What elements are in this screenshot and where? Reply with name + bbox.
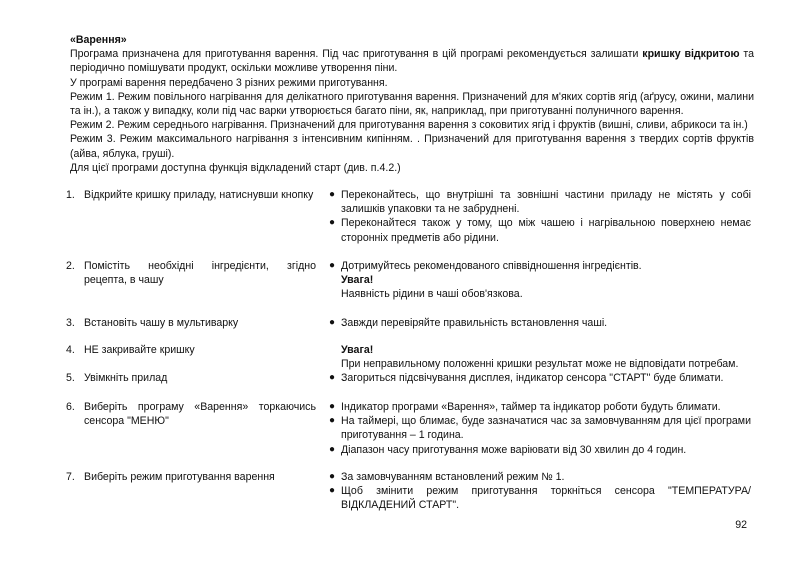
step-text: Виберіть програму «Варення» торкаючись сенсора "МЕНЮ" [84,401,316,428]
notes-step-3 [329,316,751,330]
step-number: 5. [66,372,75,384]
note-item [329,316,751,330]
note-text: Дотримуйтесь рекомендованого співвідношення інгредієнтів. [341,260,642,272]
notes-step-4 [329,343,751,371]
note-item [329,484,751,512]
bullet-icon: ● [329,485,336,497]
mode-3-text: Режим 3. Режим максимального нагрівання з інтенсивним кипінням. . Призначений для приготування варення з твердих сортів фруктів (айва, яблука, груші). [70,133,754,160]
bullet-icon: ● [329,260,336,271]
note-item [329,188,751,216]
step-number: 1. [66,189,75,201]
notes-step-1 [329,188,751,245]
warning-block [329,343,751,371]
notes-step-7 [329,470,751,513]
note-item [329,470,751,484]
step-number: 2. [66,260,75,272]
step-number: 6. [66,401,75,413]
warning-title: Увага! [341,344,374,356]
bullet-icon: ● [329,415,336,427]
bullet-icon: ● [329,317,336,328]
mode-1-text: Режим 1. Режим повільного нагрівання для делікатного приготування варення. Призначений для м'яких сортів ягід (аґрусу, ожини, малини та ін.), а також у випадку, коли під час варки утворюється багато піни, як, наприклад, при приготуванні полуничного варення. [70,90,754,118]
warning-title: Увага! [341,274,374,287]
bullet-icon: ● [329,401,336,412]
step-text: НЕ закривайте кришку [84,344,195,356]
step-text: Відкрийте кришку приладу, натиснувши кнопку [84,189,314,201]
note-item [329,443,751,457]
note-item [329,216,751,244]
step-7 [66,470,316,484]
note-text: Переконайтесь, що внутрішні та зовнішні частини приладу не містять у собі залишків упаковки та не забруднені. [341,189,751,216]
note-text: Завжди перевіряйте правильність встановлення чаші. [341,317,608,329]
step-2 [66,259,316,287]
bullet-icon: ● [329,471,336,482]
note-text: Діапазон часу приготування може варіювати від 30 хвилин до 4 годин. [341,443,687,456]
section-title: «Варення» [70,34,127,46]
intro-text: Програма призначена для приготування варення. Під час приготування в цій програмі рекомендується залишати [70,48,643,61]
bullet-icon: ● [329,217,336,229]
step-text: Встановіть чашу в мультиварку [84,317,239,329]
step-4 [66,343,316,357]
note-text: Індикатор програми «Варення», таймер та індикатор роботи будуть блимати. [341,401,721,413]
note-text: Щоб змінити режим приготування торкніться сенсора "ТЕМПЕРАТУРА/ВІДКЛАДЕНИЙ СТАРТ". [341,485,751,512]
delayed-start-text: Для цієї програми доступна функція відкладений старт (див. п.4.2.) [70,161,401,174]
page-number: 92 [735,519,747,531]
note-text: Загориться підсвічування дисплея, індикатор сенсора "СТАРТ" буде блимати. [341,372,724,384]
warning-text: При неправильному положенні кришки результат може не відповідати потребам. [341,358,739,371]
step-number: 7. [66,471,75,483]
note-text: На таймері, що блимає, буде зазначатися час за замовчуванням для цієї програми приготування – 1 година. [341,415,751,442]
step-number: 4. [66,344,75,356]
bullet-icon: ● [329,443,336,455]
step-text: Увімкніть прилад [84,372,168,384]
step-text: Виберіть режим приготування варення [84,471,275,483]
notes-step-2 [329,259,751,302]
intro-section [70,33,754,175]
bullet-icon: ● [329,189,336,200]
intro-text-cont: та періодично помішувати продукт, оскільки можливе утворення піни. [70,48,754,75]
note-item [329,414,751,442]
step-5 [66,371,316,385]
notes-step-5 [329,371,751,385]
intro-bold-text: кришку відкритою [642,48,740,61]
warning-text: Наявність рідини в чаші обов'язкова. [341,288,523,301]
mode-2-text: Режим 2. Режим середнього нагрівання. Призначений для приготування варення з соковитих ягід і фруктів (вишні, сливи, абрикоси та ін.) [70,119,748,132]
step-1 [66,188,316,202]
note-text: За замовчуванням встановлений режим № 1. [341,471,565,483]
notes-step-6 [329,400,751,457]
step-3 [66,316,316,330]
step-text: Помістіть необхідні інгредієнти, згідно рецепта, в чашу [84,260,316,287]
note-item [329,259,751,273]
modes-count-text: У програмі варення передбачено 3 різних режими приготування. [70,76,388,89]
warning-block [329,273,751,301]
note-item [329,400,751,414]
step-6 [66,400,316,428]
bullet-icon: ● [329,372,336,383]
note-text: Переконайтеся також у тому, що між чашею і нагрівальною поверхнею немає сторонніх предметів або рідини. [341,217,751,244]
step-number: 3. [66,317,75,329]
intro-paragraph [70,47,754,75]
note-item [329,371,751,385]
